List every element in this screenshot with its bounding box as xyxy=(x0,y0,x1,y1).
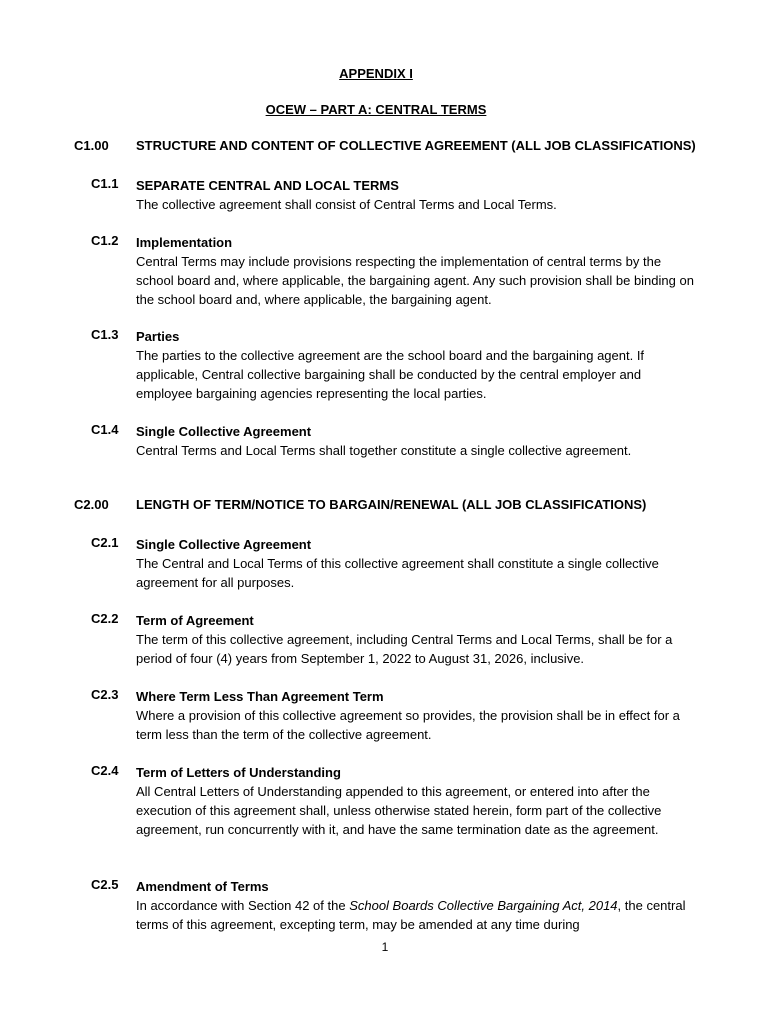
subsection-heading: Implementation xyxy=(136,235,233,250)
subsection xyxy=(136,877,696,934)
subsection xyxy=(136,687,696,744)
subsection-number: C2.4 xyxy=(91,763,119,778)
part-title: OCEW – PART A: CENTRAL TERMS xyxy=(265,102,487,117)
subsection-number: C2.5 xyxy=(91,877,119,892)
subsection-heading: SEPARATE CENTRAL AND LOCAL TERMS xyxy=(136,178,399,193)
subsection-heading: Single Collective Agreement xyxy=(136,424,312,439)
subsection-body: Where a provision of this collective agreement so provides, the provision shall be in effect for a term less than the term of the collective agreement. xyxy=(136,708,680,742)
subsection-number: C1.1 xyxy=(91,176,119,191)
body-text: In accordance with Section 42 of the xyxy=(136,898,350,913)
subsection-body: The collective agreement shall consist of Central Terms and Local Terms. xyxy=(136,197,557,212)
subsection-body: All Central Letters of Understanding appended to this agreement, or entered into after the execution of this agreement shall, unless otherwise stated herein, form part of the collective agreement, run concurrently with it, and have the same termination date as the agreement. xyxy=(136,784,662,837)
section-number: C1.00 xyxy=(74,138,109,153)
subsection xyxy=(136,233,696,309)
subsection-body: Central Terms and Local Terms shall together constitute a single collective agreement. xyxy=(136,443,632,458)
body-text: , the central terms of this agreement, excepting term, may be amended at any time during xyxy=(136,898,686,932)
subsection-number: C1.4 xyxy=(91,422,119,437)
appendix-title: APPENDIX I xyxy=(339,66,413,81)
section-number: C2.00 xyxy=(74,497,109,512)
subsection xyxy=(136,763,696,839)
page-number: 1 xyxy=(381,940,389,954)
subsection-heading: Where Term Less Than Agreement Term xyxy=(136,689,384,704)
subsection xyxy=(136,535,696,592)
subsection-number: C2.2 xyxy=(91,611,119,626)
subsection-heading: Parties xyxy=(136,329,180,344)
subsection xyxy=(136,422,696,460)
subsection-number: C2.3 xyxy=(91,687,119,702)
subsection-heading: Amendment of Terms xyxy=(136,879,269,894)
subsection-heading: Term of Agreement xyxy=(136,613,254,628)
section-title: STRUCTURE AND CONTENT OF COLLECTIVE AGREEMENT (ALL JOB CLASSIFICATIONS) xyxy=(136,138,696,153)
subsection-body: The parties to the collective agreement are the school board and the bargaining agent. If applicable, Central collective bargaining shall be conducted by the central employer and employee bargaining agencies representing the local parties. xyxy=(136,348,645,401)
subsection-body: Central Terms may include provisions respecting the implementation of central terms by the school board and, where applicable, the bargaining agent. Any such provision shall be binding on the school board and, where applicable, the bargaining agent. xyxy=(136,254,694,307)
subsection-body: The term of this collective agreement, including Central Terms and Local Terms, shall be for a period of four (4) years from September 1, 2022 to August 31, 2026, inclusive. xyxy=(136,632,673,666)
subsection xyxy=(136,176,696,214)
subsection xyxy=(136,327,696,403)
subsection-body xyxy=(136,896,696,934)
subsection-heading: Term of Letters of Understanding xyxy=(136,765,341,780)
subsection-number: C1.2 xyxy=(91,233,119,248)
act-title: School Boards Collective Bargaining Act, 2014 xyxy=(349,898,618,913)
subsection-body: The Central and Local Terms of this collective agreement shall constitute a single collective agreement for all purposes. xyxy=(136,556,659,590)
subsection xyxy=(136,611,696,668)
section-title: LENGTH OF TERM/NOTICE TO BARGAIN/RENEWAL (ALL JOB CLASSIFICATIONS) xyxy=(136,497,647,512)
subsection-number: C2.1 xyxy=(91,535,119,550)
subsection-heading: Single Collective Agreement xyxy=(136,537,312,552)
subsection-number: C1.3 xyxy=(91,327,119,342)
